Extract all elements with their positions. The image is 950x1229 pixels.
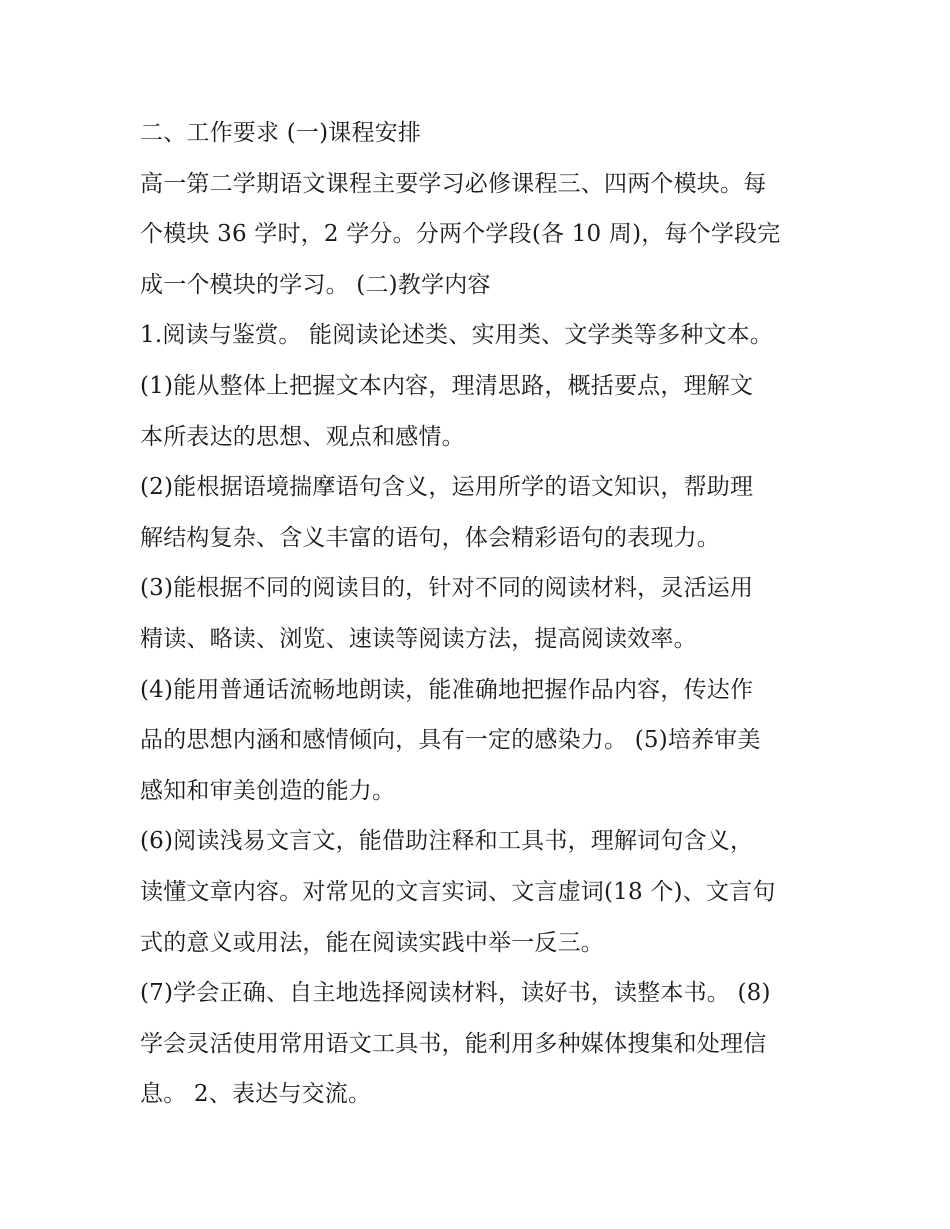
text-line: 高一第二学期语文课程主要学习必修课程三、四两个模块。每	[140, 170, 767, 197]
text-line: 解结构复杂、含义丰富的语句，体会精彩语句的表现力。	[140, 524, 720, 551]
text-line: 息。 2、表达与交流。	[140, 1081, 372, 1108]
text-line: (3)能根据不同的阅读目的，针对不同的阅读材料，灵活运用	[140, 575, 754, 602]
text-line: (4)能用普通话流畅地朗读，能准确地把握作品内容，传达作	[140, 676, 754, 703]
text-line: 品的思想内涵和感情倾向，具有一定的感染力。 (5)培养审美	[140, 727, 761, 754]
text-line: 读懂文章内容。对常见的文言实词、文言虚词(18 个)、文言句	[140, 878, 776, 905]
text-line: 精读、略读、浏览、速读等阅读方法，提高阅读效率。	[140, 625, 697, 652]
text-line: 式的意义或用法，能在阅读实践中举一反三。	[140, 929, 604, 956]
document-body	[140, 108, 820, 1120]
text-line: 本所表达的思想、观点和感情。	[140, 423, 465, 450]
text-line: 二、工作要求 (一)课程安排	[140, 120, 422, 146]
text-line: 学会灵活使用常用语文工具书，能利用多种媒体搜集和处理信	[140, 1030, 767, 1057]
text-line: (2)能根据语境揣摩语句含义，运用所学的语文知识，帮助理	[140, 474, 754, 501]
text-line: 成一个模块的学习。 (二)教学内容	[140, 271, 491, 298]
text-line: 1.阅读与鉴赏。 能阅读论述类、实用类、文学类等多种文本。	[140, 322, 774, 349]
text-line: 感知和审美创造的能力。	[140, 777, 396, 804]
text-line: 个模块 36 学时，2 学分。分两个学段(各 10 周)，每个学段完	[140, 221, 781, 248]
text-line: (6)阅读浅易文言文，能借助注释和工具书，理解词句含义，	[140, 828, 754, 855]
text-line: (7)学会正确、自主地选择阅读材料，读好书，读整本书。 (8)	[140, 980, 771, 1007]
text-line: (1)能从整体上把握文本内容，理清思路，概括要点，理解文	[140, 372, 754, 399]
